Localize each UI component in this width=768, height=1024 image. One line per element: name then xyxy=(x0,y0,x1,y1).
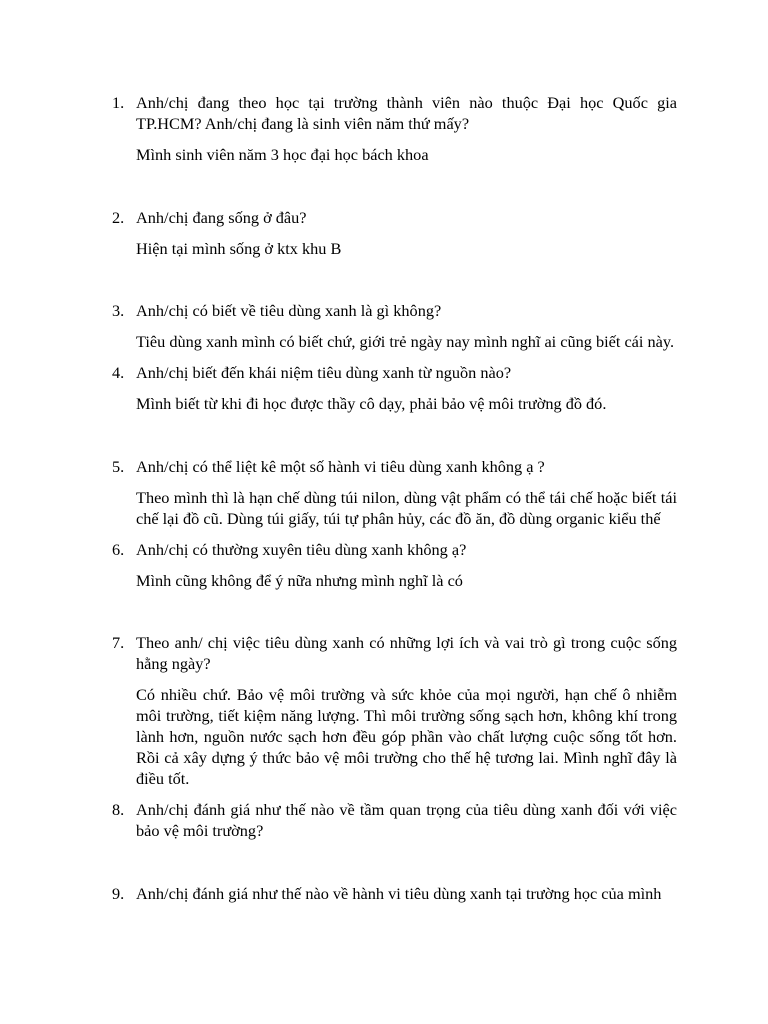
answer-line: Hiện tại mình sống ở ktx khu B xyxy=(136,238,342,258)
question-line: Anh/chị có thường xuyên tiêu dùng xanh không ạ? xyxy=(136,539,467,559)
question-text xyxy=(112,207,677,228)
answer-line: Mình sinh viên năm 3 học đại học bách khoa xyxy=(136,145,429,164)
item-number: 6. xyxy=(112,539,125,559)
item-number: 2. xyxy=(112,207,125,227)
answer-line: Có nhiều chứ. Bảo vệ môi trường và sức khỏe của mọi người, hạn chế ô nhiễm xyxy=(136,685,677,704)
answer-line: môi trường, tiết kiệm năng lượng. Thì môi trường sống sạch hơn, không khí trong xyxy=(136,706,677,725)
question-line: Anh/chị đánh giá như thế nào về hành vi tiêu dùng xanh tại trường học của mình xyxy=(136,883,662,903)
question-item xyxy=(112,539,677,591)
question-item xyxy=(112,799,677,841)
question-line: Anh/chị có thể liệt kê một số hành vi tiêu dùng xanh không ạ ? xyxy=(136,456,545,476)
question-line: Anh/chị có biết về tiêu dùng xanh là gì không? xyxy=(136,301,442,320)
answer-text xyxy=(112,570,677,591)
question-item xyxy=(112,632,677,789)
question-item xyxy=(112,207,677,259)
answer-line: Rồi cả xây dựng ý thức bảo vệ môi trường cho thế hệ tương lai. Mình nghĩ đây là xyxy=(136,748,677,767)
question-text xyxy=(112,362,677,383)
answer-line: Mình biết từ khi đi học được thầy cô dạy, phải bảo vệ môi trường đồ đó. xyxy=(136,394,607,413)
question-item xyxy=(112,300,677,352)
answer-text xyxy=(112,144,677,165)
item-number: 3. xyxy=(112,301,125,320)
question-text xyxy=(112,92,677,134)
answer-line: Mình cũng không để ý nữa nhưng mình nghĩ là có xyxy=(136,570,463,590)
question-line: Theo anh/ chị việc tiêu dùng xanh có những lợi ích và vai trò gì trong cuộc sống xyxy=(136,633,677,652)
answer-text xyxy=(112,393,677,414)
answer-text xyxy=(112,487,677,529)
question-text xyxy=(112,300,677,321)
question-line: Anh/chị đang sống ở đâu? xyxy=(136,207,307,227)
question-line: hằng ngày? xyxy=(136,654,211,673)
question-item xyxy=(112,92,677,165)
question-line: Anh/chị biết đến khái niệm tiêu dùng xanh từ nguồn nào? xyxy=(136,363,512,382)
item-number: 7. xyxy=(112,633,125,652)
answer-text xyxy=(112,238,677,259)
item-number: 5. xyxy=(112,456,125,476)
question-line: Anh/chị đánh giá như thế nào về tầm quan trọng của tiêu dùng xanh đối với việc xyxy=(136,800,677,819)
answer-line: điều tốt. xyxy=(136,769,190,788)
answer-line: Tiêu dùng xanh mình có biết chứ, giới trẻ ngày nay mình nghĩ ai cũng biết cái này. xyxy=(136,332,675,351)
item-number: 9. xyxy=(112,883,125,903)
answer-line: lành hơn, nguồn nước sạch hơn đều góp phần vào chất lượng cuộc sống tốt hơn. xyxy=(136,727,677,746)
question-line: Anh/chị đang theo học tại trường thành viên nào thuộc Đại học Quốc gia xyxy=(136,93,677,112)
questionnaire xyxy=(112,92,677,914)
question-item xyxy=(112,362,677,414)
question-item xyxy=(112,883,677,904)
answer-text xyxy=(112,331,677,352)
answer-text xyxy=(112,684,677,789)
item-number: 4. xyxy=(112,363,125,382)
question-text xyxy=(112,632,677,674)
item-number: 1. xyxy=(112,93,125,112)
question-text xyxy=(112,799,677,841)
item-number: 8. xyxy=(112,800,125,819)
question-text xyxy=(112,883,677,904)
question-line: TP.HCM? Anh/chị đang là sinh viên năm thứ mấy? xyxy=(136,114,470,133)
question-text xyxy=(112,539,677,560)
question-text xyxy=(112,456,677,477)
answer-line: Theo mình thì là hạn chế dùng túi nilon, dùng vật phẩm có thể tái chế hoặc biết tái xyxy=(136,487,677,507)
answer-line: chế lại đồ cũ. Dùng túi giấy, túi tự phân hủy, các đồ ăn, đồ dùng organic kiểu thế xyxy=(136,508,661,528)
question-item xyxy=(112,456,677,529)
question-line: bảo vệ môi trường? xyxy=(136,821,264,840)
